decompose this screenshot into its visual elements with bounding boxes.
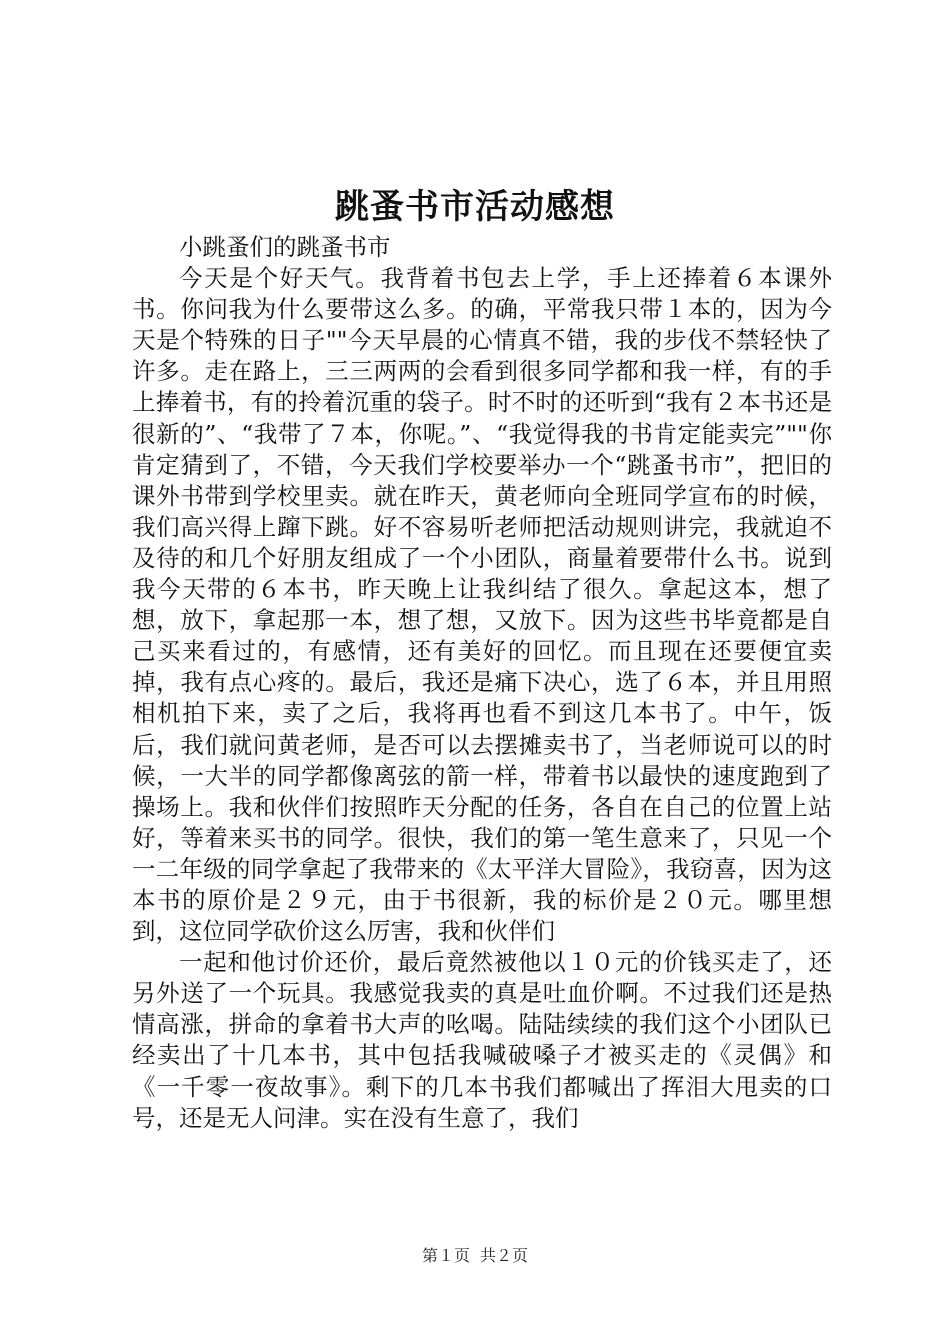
subtitle-paragraph: 小跳蚤们的跳蚤书市	[179, 233, 391, 261]
body-paragraph: 一起和他讨价还价，最后竟然被他以１０元的价钱买走了，还另外送了一个玩具。我感觉我卖的真是吐血价啊。不过我们还是热情高涨，拼命的拿着书大声的吆喝。陆陆续续的我们这个小团队已经卖出了十几本书，其中包括我喊破嗓子才被买走的《灵偶》和《一千零一夜故事》。剩下的几本书我们都喊出了挥泪大甩卖的口号，还是无人问津。实在没有生意了，我们	[132, 948, 832, 1132]
page-total: 共２页	[480, 1246, 529, 1265]
page-number: 第１页	[421, 1246, 470, 1265]
document-title: 跳蚤书市活动感想	[335, 187, 615, 227]
page-footer	[0, 1244, 950, 1268]
document-body	[132, 232, 832, 1134]
body-paragraph: 今天是个好天气。我背着书包去上学，手上还捧着６本课外书。你问我为什么要带这么多。的确，平常我只带１本的，因为今天是个特殊的日子""今天早晨的心情真不错，我的步伐不禁轻快了许多。走在路上，三三两两的会看到很多同学都和我一样，有的手上捧着书，有的拎着沉重的袋子。时不时的还听到“我有２本书还是很新的”、“我带了７本，你呢。”、“我觉得我的书肯定能卖完”""你肯定猜到了，不错，今天我们学校要举办一个“跳蚤书市”，把旧的课外书带到学校里卖。就在昨天，黄老师向全班同学宣布的时候，我们高兴得上蹿下跳。好不容易听老师把活动规则讲完，我就迫不及待的和几个好朋友组成了一个小团队，商量着要带什么书。说到我今天带的６本书，昨天晚上让我纠结了很久。拿起这本，想了想，放下，拿起那一本，想了想，又放下。因为这些书毕竟都是自己买来看过的，有感情，还有美好的回忆。而且现在还要便宜卖掉，我有点心疼的。最后，我还是痛下决心，选了６本，并且用照相机拍下来，卖了之后，我将再也看不到这几本书了。中午，饭后，我们就问黄老师，是否可以去摆摊卖书了，当老师说可以的时候，一大半的同学都像离弦的箭一样，带着书以最快的速度跑到了操场上。我和伙伴们按照昨天分配的任务，各自在自己的位置上站好，等着来买书的同学。很快，我们的第一笔生意来了，只见一个一二年级的同学拿起了我带来的《太平洋大冒险》，我窃喜，因为这本书的原价是２９元，由于书很新，我的标价是２０元。哪里想到，这位同学砍价这么厉害，我和伙伴们	[132, 264, 832, 946]
